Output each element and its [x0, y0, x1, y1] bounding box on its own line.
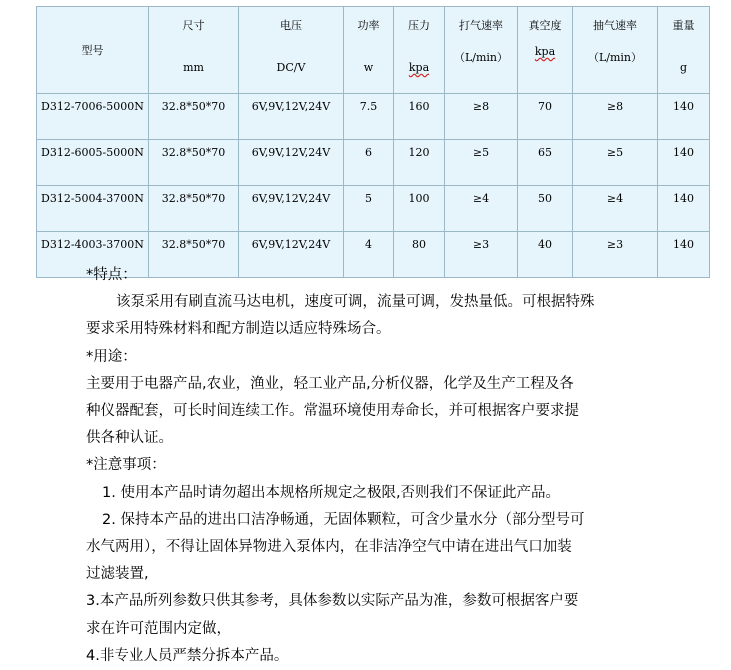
cell-size: 32.8*50*70: [149, 186, 239, 232]
header-row: [37, 7, 710, 94]
caution-item: 2. 保持本产品的进出口洁净畅通，无固体颗粒，可含少量水分（部分型号可: [102, 511, 585, 528]
cell-model: D312-5004-3700N: [37, 186, 149, 232]
features-heading: *特点：: [86, 267, 137, 283]
cell-pump-rate: ≥5: [445, 140, 518, 186]
header-size: 尺寸 mm: [149, 7, 239, 94]
usage-heading: *用途：: [86, 348, 137, 365]
cell-pump-rate: ≥8: [445, 94, 518, 140]
caution-item: 4.非专业人员严禁分拆本产品。: [86, 647, 289, 664]
cell-suction-rate: ≥8: [573, 94, 658, 140]
table-row: [37, 140, 710, 186]
features-text: 该泵采用有刷直流马达电机，速度可调，流量可调，发热量低。可根据特殊: [116, 294, 595, 311]
cell-pressure: 120: [394, 140, 445, 186]
caution-item: 1. 使用本产品时请勿超出本规格所规定之极限,否则我们不保证此产品。: [102, 484, 561, 501]
table-row: [37, 94, 710, 140]
cell-vacuum: 65: [518, 140, 573, 186]
header-pressure: 压力 kpa: [394, 7, 445, 94]
header-vacuum: 真空度 kpa: [518, 7, 573, 94]
product-notes: [86, 262, 656, 670]
cell-voltage: 6V,9V,12V,24V: [239, 94, 344, 140]
header-power: 功率 w: [344, 7, 394, 94]
cell-model: D312-6005-5000N: [37, 140, 149, 186]
cell-power: 5: [344, 186, 394, 232]
cell-size: 32.8*50*70: [149, 94, 239, 140]
cell-voltage: 6V,9V,12V,24V: [239, 186, 344, 232]
table-row: [37, 186, 710, 232]
usage-text: 种仪器配套，可长时间连续工作。常温环境使用寿命长，并可根据客户要求提: [86, 403, 579, 420]
cell-pressure: 100: [394, 186, 445, 232]
caution-heading: *注意事项：: [86, 457, 166, 474]
cell-vacuum: 40: [518, 232, 573, 278]
usage-text: 供各种认证。: [86, 430, 173, 447]
caution-item: 3.本产品所列参数只供其参考，具体参数以实际产品为准，参数可根据客户要: [86, 593, 579, 610]
cell-power: 7.5: [344, 94, 394, 140]
spec-table: [36, 6, 710, 278]
cell-model: D312-4003-3700N: [37, 232, 149, 278]
cell-vacuum: 50: [518, 186, 573, 232]
header-voltage: 电压 DC/V: [239, 7, 344, 94]
caution-item: 水气两用），不得让固体异物进入泵体内，在非洁净空气中请在进出气口加装: [86, 539, 572, 556]
header-suction-rate: 抽气速率 （L/min）: [573, 7, 658, 94]
header-pump-rate: 打气速率 （L/min）: [445, 7, 518, 94]
cell-weight: 140: [658, 140, 710, 186]
features-text: 要求采用特殊材料和配方制造以适应特殊场合。: [86, 321, 391, 338]
cell-pump-rate: ≥4: [445, 186, 518, 232]
caution-item: 过滤装置,: [86, 566, 149, 583]
cell-weight: 140: [658, 186, 710, 232]
cell-vacuum: 70: [518, 94, 573, 140]
cell-pump-rate: ≥3: [445, 232, 518, 278]
usage-text: 主要用于电器产品,农业，渔业，轻工业产品,分析仪器，化学及生产工程及各: [86, 375, 574, 392]
cell-weight: 140: [658, 94, 710, 140]
cell-pressure: 80: [394, 232, 445, 278]
header-weight: 重量 g: [658, 7, 710, 94]
cell-power: 4: [344, 232, 394, 278]
cell-size: 32.8*50*70: [149, 232, 239, 278]
cell-model: D312-7006-5000N: [37, 94, 149, 140]
cell-suction-rate: ≥5: [573, 140, 658, 186]
cell-weight: 140: [658, 232, 710, 278]
caution-item: 求在许可范围内定做，: [86, 620, 231, 637]
cell-size: 32.8*50*70: [149, 140, 239, 186]
header-model: 型号: [37, 7, 149, 94]
cell-voltage: 6V,9V,12V,24V: [239, 140, 344, 186]
cell-power: 6: [344, 140, 394, 186]
cell-pressure: 160: [394, 94, 445, 140]
cell-suction-rate: ≥3: [573, 232, 658, 278]
cell-suction-rate: ≥4: [573, 186, 658, 232]
cell-voltage: 6V,9V,12V,24V: [239, 232, 344, 278]
